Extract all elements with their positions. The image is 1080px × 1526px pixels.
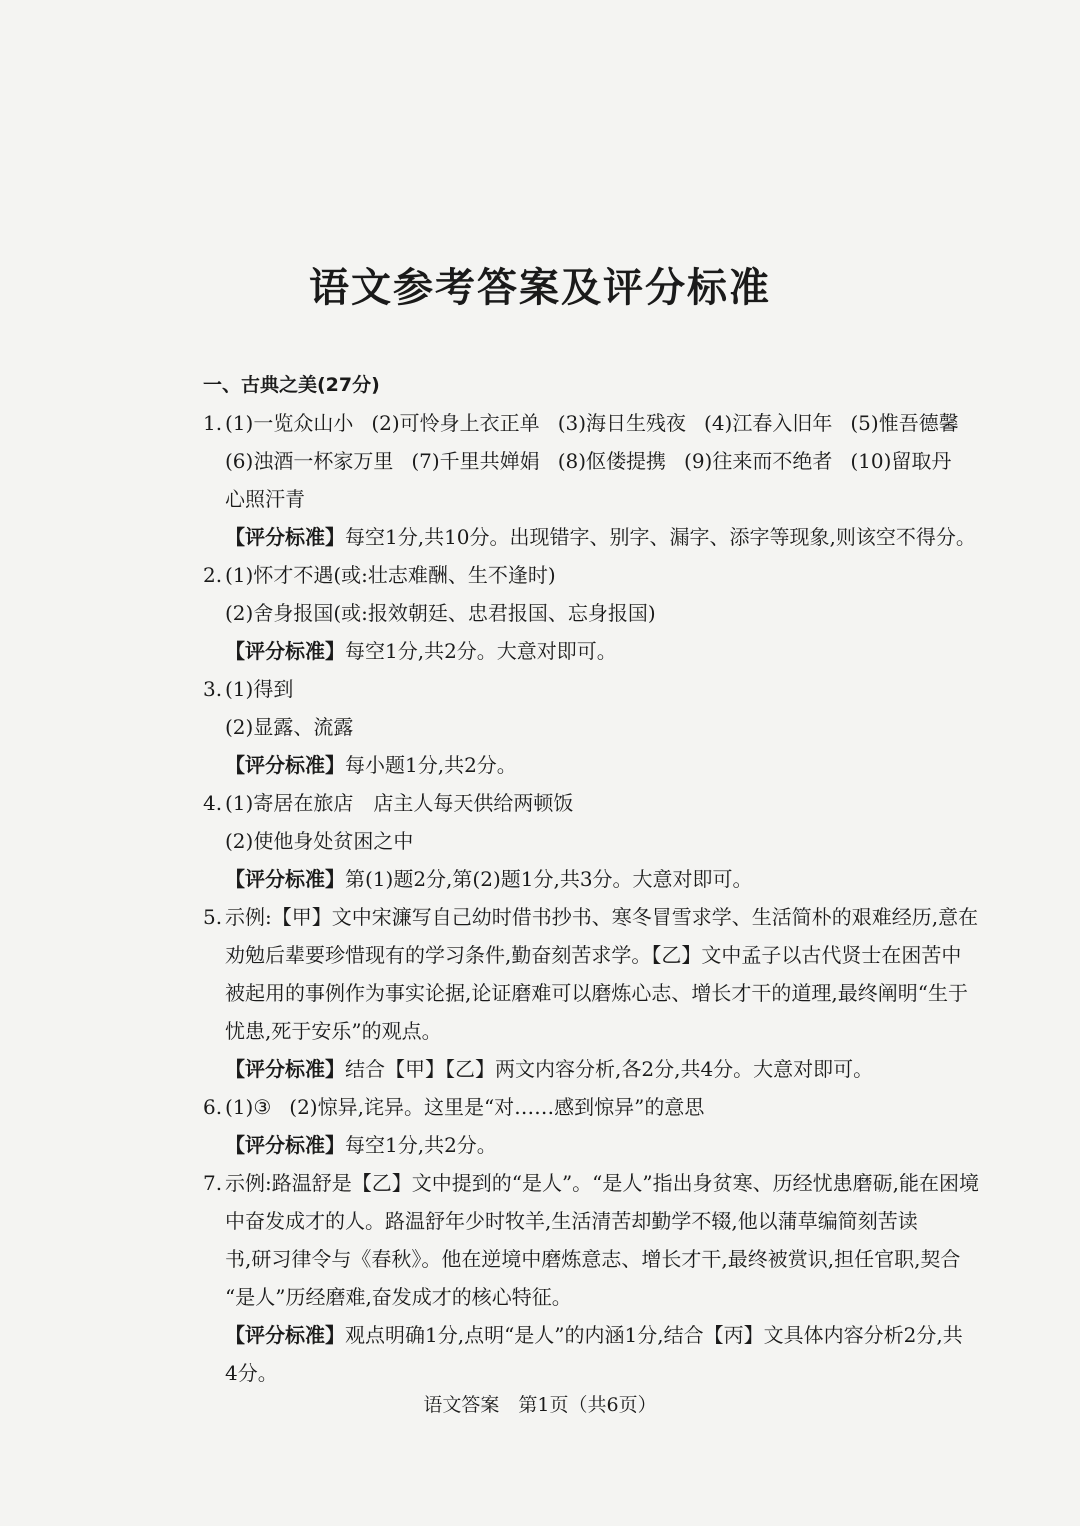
question-7 <box>203 1164 1018 1392</box>
question-body <box>225 556 1018 670</box>
answer-line: “是人”历经磨难,奋发成才的核心特征。 <box>225 1285 572 1309</box>
answer-line <box>225 442 1018 480</box>
page-footer: 语文答案 第1页（共6页） <box>423 1394 657 1416</box>
answer-content <box>203 366 1018 1392</box>
question-body <box>225 404 1018 556</box>
rubric-continuation: 4分。 <box>225 1361 278 1385</box>
question-body <box>225 1164 1018 1392</box>
answer-line: (1)得到 <box>225 677 294 701</box>
answer-line: (2)舍身报国(或:报效朝廷、忠君报国、忘身报国) <box>225 601 656 625</box>
rubric-text: 每小题1分,共2分。 <box>345 753 517 777</box>
question-body <box>225 1088 1018 1164</box>
rubric-label: 【评分标准】 <box>225 753 345 777</box>
answer-line: (1)寄居在旅店 店主人每天供给两顿饭 <box>225 791 574 815</box>
answer-line <box>225 480 1018 518</box>
rubric-text: 第(1)题2分,第(2)题1分,共3分。大意对即可。 <box>345 867 753 891</box>
rubric-text: 每空1分,共10分。出现错字、别字、漏字、添字等现象,则该空不得分。 <box>345 525 976 549</box>
question-number: 1. <box>203 411 223 435</box>
answer-line: 示例:路温舒是【乙】文中提到的“是人”。“是人”指出身贫寒、历经忧患磨砺,能在困境 <box>225 1171 979 1195</box>
section-heading: 一、古典之美(27分) <box>203 374 380 396</box>
blank-answer: (8)伛偻提携 <box>557 449 667 473</box>
answer-line: 被起用的事例作为事实论据,论证磨难可以磨炼心志、增长才干的道理,最终阐明“生于 <box>225 981 968 1005</box>
rubric <box>225 1316 1018 1354</box>
rubric <box>225 1050 1018 1088</box>
question-2 <box>203 556 1018 670</box>
question-number: 7. <box>203 1171 223 1195</box>
question-5 <box>203 898 1018 1088</box>
rubric-label: 【评分标准】 <box>225 1057 345 1081</box>
answer-line: 示例:【甲】文中宋濂写自己幼时借书抄书、寒冬冒雪求学、生活简朴的艰难经历,意在 <box>225 905 979 929</box>
rubric-label: 【评分标准】 <box>225 1323 345 1347</box>
answer-line <box>225 1088 1018 1126</box>
rubric <box>225 518 1018 556</box>
question-4 <box>203 784 1018 898</box>
question-number: 6. <box>203 1095 223 1119</box>
rubric-label: 【评分标准】 <box>225 525 345 549</box>
answer-line: (2)使他身处贫困之中 <box>225 829 414 853</box>
blank-answer: (1)一览众山小 <box>225 411 354 435</box>
rubric-label: 【评分标准】 <box>225 639 345 663</box>
rubric-text: 观点明确1分,点明“是人”的内涵1分,结合【丙】文具体内容分析2分,共 <box>345 1323 963 1347</box>
question-6 <box>203 1088 1018 1164</box>
question-number: 3. <box>203 677 223 701</box>
rubric-label: 【评分标准】 <box>225 1133 345 1157</box>
question-3 <box>203 670 1018 784</box>
rubric <box>225 1126 1018 1164</box>
answer-line: 劝勉后辈要珍惜现有的学习条件,勤奋刻苦求学。【乙】文中孟子以古代贤士在困苦中 <box>225 943 962 967</box>
answer-line: (2)显露、流露 <box>225 715 354 739</box>
blank-answer: (4)江春入旧年 <box>704 411 833 435</box>
blank-answer: (10)留取丹 <box>850 449 952 473</box>
question-body <box>225 670 1018 784</box>
blank-answer: (7)千里共婵娟 <box>411 449 540 473</box>
answer-line: (1)怀才不遇(或:壮志难酬、生不逢时) <box>225 563 556 587</box>
blank-answer: (5)惟吾德馨 <box>850 411 959 435</box>
question-1 <box>203 404 1018 556</box>
answer-line: 中奋发成才的人。路温舒年少时牧羊,生活清苦却勤学不辍,他以蒲草编简刻苦读 <box>225 1209 918 1233</box>
question-number: 2. <box>203 563 223 587</box>
rubric-text: 结合【甲】【乙】两文内容分析,各2分,共4分。大意对即可。 <box>345 1057 874 1081</box>
question-body <box>225 784 1018 898</box>
answer-line: 书,研习律令与《春秋》。他在逆境中磨炼意志、增长才干,最终被赏识,担任官职,契合 <box>225 1247 961 1271</box>
rubric-text: 每空1分,共2分。大意对即可。 <box>345 639 617 663</box>
blank-answer: (2)惊异,诧异。这里是“对……感到惊异”的意思 <box>289 1095 705 1119</box>
rubric-text: 每空1分,共2分。 <box>345 1133 497 1157</box>
question-body <box>225 898 1018 1088</box>
blank-answer: 心照汗青 <box>225 487 305 511</box>
blank-answer: (6)浊酒一杯家万里 <box>225 449 394 473</box>
blank-answer: (9)往来而不绝者 <box>684 449 833 473</box>
blank-answer: (1)③ <box>225 1095 272 1119</box>
question-number: 5. <box>203 905 223 929</box>
rubric <box>225 746 1018 784</box>
answer-line: 忧患,死于安乐”的观点。 <box>225 1019 442 1043</box>
question-number: 4. <box>203 791 223 815</box>
blank-answer: (2)可怜身上衣正单 <box>371 411 540 435</box>
rubric-label: 【评分标准】 <box>225 867 345 891</box>
rubric <box>225 860 1018 898</box>
page-title: 语文参考答案及评分标准 <box>309 265 771 311</box>
answer-line <box>225 404 1018 442</box>
rubric <box>225 632 1018 670</box>
blank-answer: (3)海日生残夜 <box>557 411 687 435</box>
